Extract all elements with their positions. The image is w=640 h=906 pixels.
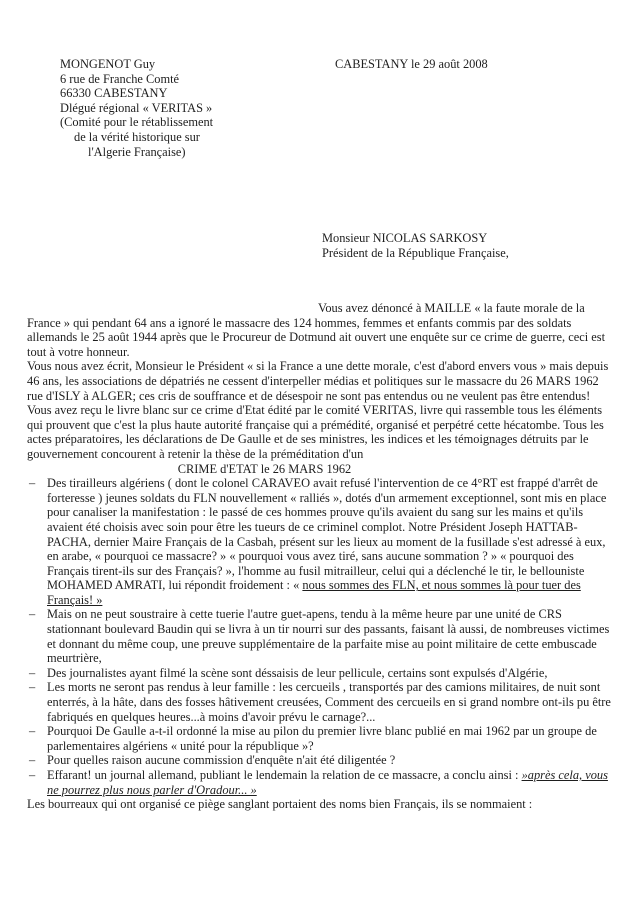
bullet-dash-icon: – bbox=[29, 753, 36, 768]
list-item-tirailleurs bbox=[27, 476, 614, 607]
bullet-underlined-quote: nous sommes des FLN, et nous sommes là pour tuer des Français! » bbox=[47, 578, 581, 607]
bullet-text: Des journalistes ayant filmé la scène sont déssaisis de leur pellicule, certains sont expulsés d'Algérie, bbox=[47, 665, 548, 680]
bullet-text: Des tirailleurs algériens ( dont le colonel CARAVEO avait refusé l'intervention de ce 4°RT est frappé d'arrêt de forteresse ) jeunes soldats du FLN nouvellement « ralliés », dotés d'un armement exceptionnel, sont mis en place pour canaliser la manifestation : le passé de ces hommes prouve qu'ils avaient du sang sur les mains et qu'ils avaient été choisis avec soin pour être les tueurs de ce criminel complot. Notre Président Joseph HATTAB-PACHA, dernier Maire Français de la Casbah, présent sur les lieux au moment de la fusillade s'est adressé à eux, en arabe, « pourquoi ce massacre? » « pourquoi vous avez tiré, sans aucune sommation ? » « pourquoi des Français tirent-ils sur des Français? », l'homme au fusil mitrailleur, celui qui a déclenché le tir, le bellouniste MOHAMED AMRATI, lui répondit froidement : « bbox=[47, 476, 607, 593]
bullet-dash-icon: – bbox=[29, 476, 36, 491]
list-item-morts bbox=[27, 680, 614, 724]
sender-committee-line-2: de la vérité historique sur bbox=[74, 129, 200, 144]
bullet-text: Les morts ne seront pas rendus à leur famille : les cercueils , transportés par des camions militaires, de nuit sont enterrés, à la hâte, dans des fosses hâtivement creusées, Comment des cercueils en si grand nombre ont-ils pu être fabriqués en quelques heures...à moins d'avoir prévu le carnage?... bbox=[47, 680, 611, 724]
paragraph-maille: Vous avez dénoncé à MAILLE « la faute morale de la France » qui pendant 64 ans a ignoré le massacre des 124 hommes, femmes et enfants commis par des soldats allemands le 25 août 1944 après que le Procureur de Dotmund ait ouvert une enquête sur ce crime de guerre, ceci est tout à votre honneur. bbox=[27, 301, 606, 359]
bullet-dash-icon: – bbox=[29, 665, 36, 680]
sender-block bbox=[60, 57, 213, 159]
bullet-text: Mais on ne peut soustraire à cette tuerie l'autre guet-apens, tendu à la même heure par une unité de CRS stationnant boulevard Baudin qui se livra à un tir nourri sur des passants, faisant là aussi, de nombreuses victimes et donnant du même coup, une preuve supplémentaire de la parfaite mise au point militaire de cette embuscade meurtrière, bbox=[47, 607, 610, 666]
date-line: CABESTANY le 29 août 2008 bbox=[335, 57, 488, 71]
closing-line: Les bourreaux qui ont organisé ce piège sanglant portaient des noms bien Français, ils se nommaient : bbox=[27, 797, 533, 812]
bullet-dash-icon: – bbox=[29, 768, 36, 782]
sender-role: Dlégué régional « VERITAS » bbox=[60, 100, 213, 115]
paragraph-dette-morale: Vous nous avez écrit, Monsieur le Président « si la France a une dette morale, c'est d'abord envers vous » mais depuis 46 ans, les associations de dépatriés ne cessent d'interpeller médias et politiques sur le massacre du 26 MARS 1962 rue d'ISLY à ALGER; ces cris de souffrance et de désespoir ne sont pas entendus ou ne veulent pas être entendus! bbox=[27, 359, 609, 403]
sender-committee-line-1: (Comité pour le rétablissement bbox=[60, 115, 214, 130]
bullet-text: Pourquoi De Gaulle a-t-il ordonné la mise au pilon du premier livre blanc publié en mai 1962 par un groupe de parlementaires algériens « unité pour la république »? bbox=[47, 724, 597, 753]
list-item-journalistes bbox=[27, 666, 614, 681]
sender-name: MONGENOT Guy bbox=[60, 57, 156, 71]
bullet-dash-icon: – bbox=[29, 724, 36, 739]
paragraph-livre-blanc: Vous avez reçu le livre blanc sur ce crime d'Etat édité par le comité VERITAS, livre qui rassemble tous les éléments qui prouvent que c'est la plus haute autorité française qui a prémédité, organisé et perpétré cette hécatombe. Tous les actes préparatoires, les déclarations de De Gaulle et de ses ministres, les indices et les témoignages détruits par le gouvernement concourent à retenir la thèse de la préméditation d'un bbox=[27, 403, 604, 461]
sender-committee-line-3: l'Algerie Française) bbox=[88, 144, 186, 159]
list-item-de-gaulle bbox=[27, 724, 614, 753]
sender-street: 6 rue de Franche Comté bbox=[60, 71, 180, 86]
bullet-text: Pour quelles raison aucune commission d'enquête n'ait été diligentée ? bbox=[47, 753, 396, 768]
list-item-commission bbox=[27, 753, 614, 768]
list-item-journal-allemand bbox=[27, 768, 614, 797]
recipient-block bbox=[322, 231, 509, 260]
recipient-name: Monsieur NICOLAS SARKOSY bbox=[322, 231, 488, 245]
list-item-crs bbox=[27, 607, 614, 665]
crime-etat-heading: CRIME d'ETAT le 26 MARS 1962 bbox=[177, 461, 352, 476]
bullet-italic-underlined-quote: »après cela, vous ne pourrez plus nous parler d'Oradour... » bbox=[47, 768, 608, 797]
recipient-title: Président de la République Française, bbox=[322, 245, 509, 260]
letter-body bbox=[27, 301, 614, 812]
bullet-text: Effarant! un journal allemand, publiant le lendemain la relation de ce massacre, a conclu ainsi : bbox=[47, 768, 522, 782]
sender-city: 66330 CABESTANY bbox=[60, 86, 168, 101]
bullet-dash-icon: – bbox=[29, 607, 36, 622]
bullet-dash-icon: – bbox=[29, 680, 36, 695]
